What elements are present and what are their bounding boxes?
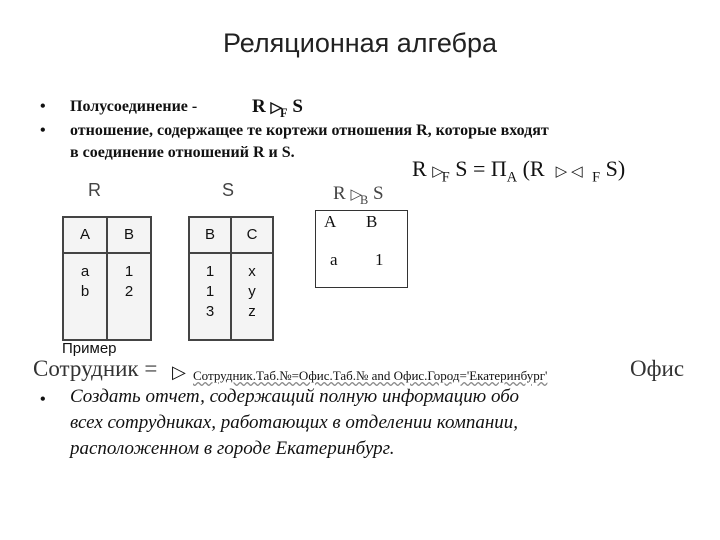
task-line-1: Создать отчет, содержащий полную информацию обо bbox=[70, 386, 519, 407]
table-header-cell: C bbox=[231, 217, 273, 253]
example-label: Пример bbox=[62, 340, 117, 357]
definition-line-1: отношение, содержащее те кортежи отношения R, которые входят bbox=[70, 122, 549, 139]
formula-sub: F bbox=[592, 169, 601, 186]
formula-r: R bbox=[333, 183, 346, 204]
bullet-marker: • bbox=[40, 391, 46, 408]
semijoin-operator-icon: ▷ bbox=[350, 187, 360, 203]
formula-s: S bbox=[605, 156, 618, 181]
result-formula bbox=[333, 183, 384, 208]
table-cell: x y z bbox=[231, 253, 273, 340]
formula-r: R bbox=[252, 96, 266, 117]
table-header-cell: B bbox=[366, 212, 378, 231]
formula-sub: B bbox=[359, 192, 369, 207]
formula-s: S bbox=[455, 156, 468, 181]
table-header-cell: A bbox=[324, 212, 337, 231]
task-line-3: расположенном в городе Екатеринбург. bbox=[70, 438, 395, 459]
semijoin-formula bbox=[252, 96, 303, 121]
relation-s-table bbox=[188, 216, 274, 341]
semijoin-definition-formula bbox=[412, 156, 625, 186]
table-cell: 1 1 3 bbox=[189, 253, 231, 340]
projection-icon: Π bbox=[490, 156, 507, 181]
semijoin-operator-icon: ▷ bbox=[172, 362, 184, 382]
formula-s: S bbox=[372, 183, 384, 204]
table-header-cell: B bbox=[189, 217, 231, 253]
formula-sub: F bbox=[280, 105, 288, 120]
formula-paren: ( bbox=[522, 156, 530, 181]
formula-paren: ) bbox=[617, 156, 626, 181]
example-lhs: Сотрудник = bbox=[33, 356, 158, 381]
table-cell: a b bbox=[63, 253, 107, 340]
table-header-cell: A bbox=[63, 217, 107, 253]
formula-r: R bbox=[529, 156, 545, 181]
definition-line-2: в соединение отношений R и S. bbox=[70, 144, 295, 161]
formula-s: S bbox=[292, 96, 303, 117]
task-line-2: всех сотрудниках, работающих в отделении компании, bbox=[70, 412, 519, 433]
table-cell: a bbox=[330, 250, 338, 269]
table-cell: 1 bbox=[375, 250, 384, 269]
relation-r-table bbox=[62, 216, 152, 341]
formula-sub: F bbox=[441, 169, 450, 186]
formula-r: R bbox=[412, 156, 427, 181]
semijoin-operator-icon: ▷ bbox=[270, 100, 281, 116]
formula-equals: = bbox=[472, 156, 486, 181]
table-cell: 1 2 bbox=[107, 253, 151, 340]
example-condition: Сотрудник.Таб.№=Офис.Таб.№ and Офис.Город='Екатеринбург' bbox=[193, 368, 548, 383]
slide-title: Реляционная алгебра bbox=[222, 28, 498, 58]
example-rhs: Офис bbox=[630, 356, 685, 381]
semijoin-label: Полусоединение - bbox=[70, 98, 198, 115]
semijoin-operator-icon: ▷ bbox=[432, 164, 442, 180]
bullet-marker: • bbox=[40, 122, 46, 139]
result-table bbox=[315, 210, 408, 288]
relation-r-name: R bbox=[88, 180, 101, 200]
table-header-cell: B bbox=[107, 217, 151, 253]
join-operator-icon: ▷◁ bbox=[555, 164, 587, 180]
bullet-marker: • bbox=[40, 98, 46, 115]
relation-s-name: S bbox=[222, 180, 235, 200]
formula-sub: A bbox=[506, 169, 518, 186]
